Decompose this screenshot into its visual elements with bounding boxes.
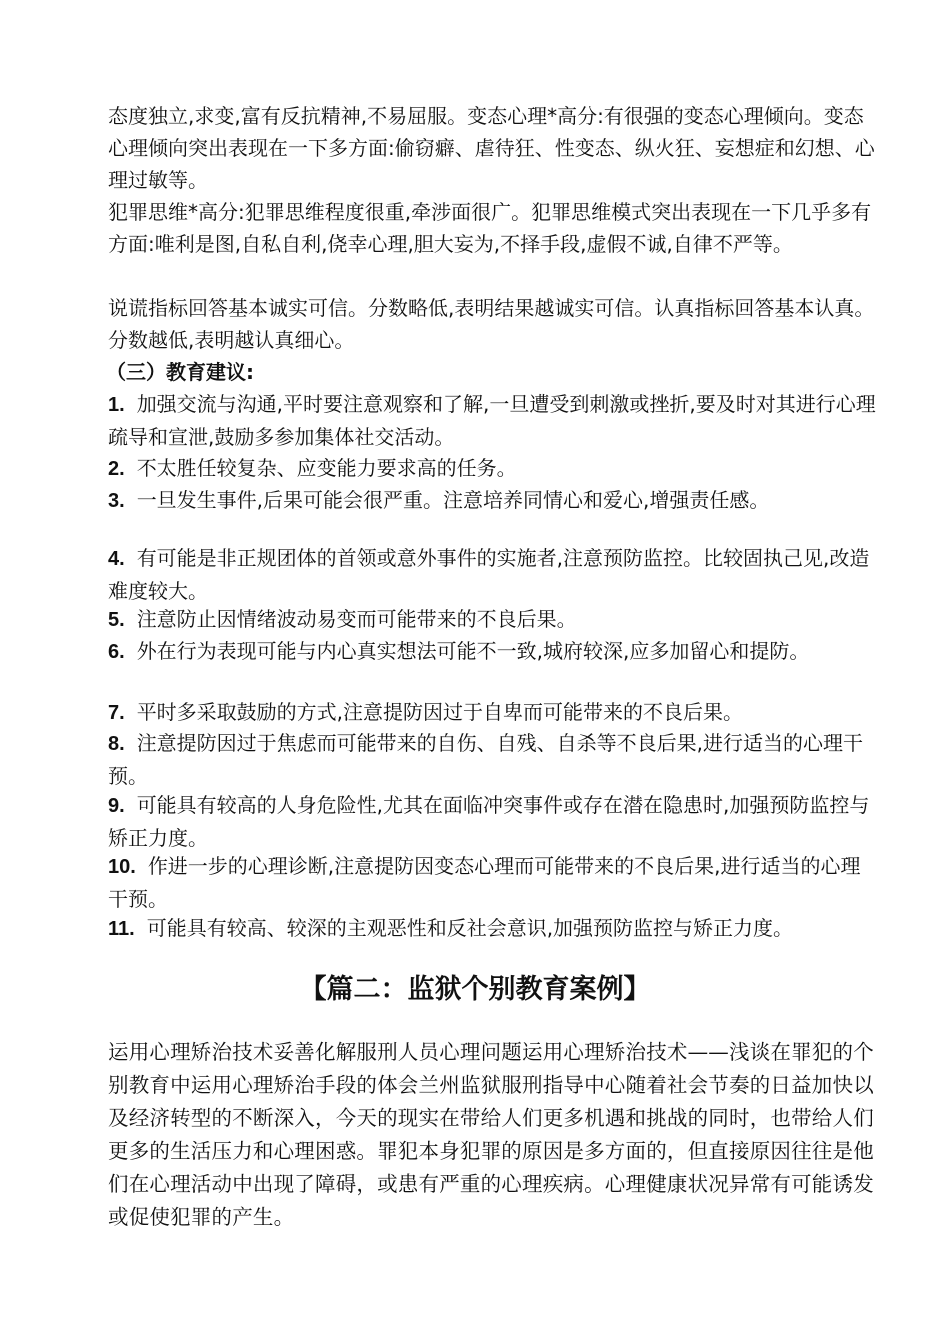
item-text: 一旦发生事件,后果可能会很严重。注意培养同情心和爱心,增强责任感。 xyxy=(136,488,770,512)
article-heading: 【篇二：监狱个别教育案例】 xyxy=(299,974,651,1005)
item-number: 11. xyxy=(108,918,135,940)
section-title: （三）教育建议: xyxy=(106,360,254,384)
item-number: 8. xyxy=(108,733,125,755)
item-number: 10. xyxy=(108,856,136,878)
item-text: 可能具有较高的人身危险性,尤其在面临冲突事件或存在潜在隐患时,加强预防监控与矫正力度。 xyxy=(108,793,870,850)
item-number: 5. xyxy=(108,609,125,631)
item-text: 注意提防因过于焦虑而可能带来的自伤、自残、自杀等不良后果,进行适当的心理干预。 xyxy=(108,731,864,788)
suggestion-item xyxy=(108,452,878,485)
item-number: 1. xyxy=(108,394,125,416)
item-text: 外在行为表现可能与内心真实想法可能不一致,城府较深,应多加留心和提防。 xyxy=(136,639,810,663)
item-number: 7. xyxy=(108,702,125,724)
suggestion-item xyxy=(108,727,878,792)
item-text: 作进一步的心理诊断,注意提防因变态心理而可能带来的不良后果,进行适当的心理干预。 xyxy=(108,854,861,911)
item-text: 可能具有较高、较深的主观恶性和反社会意识,加强预防监控与矫正力度。 xyxy=(146,916,794,940)
suggestion-item xyxy=(108,388,878,453)
item-text: 注意防止因情绪波动易变而可能带来的不良后果。 xyxy=(136,607,577,631)
item-text: 加强交流与沟通,平时要注意观察和了解,一旦遭受到刺激或挫折,要及时对其进行心理疏导和宣泄,鼓励多参加集体社交活动。 xyxy=(108,392,876,449)
item-text: 有可能是非正规团体的首领或意外事件的实施者,注意预防监控。比较固执己见,改造难度较大。 xyxy=(108,546,870,603)
article-body: 运用心理矫治技术妥善化解服刑人员心理问题运用心理矫治技术——浅谈在罪犯的个别教育中运用心理矫治手段的体会兰州监狱服刑指导中心随着社会节奏的日益加快以及经济转型的不断深入，今天的现实在带给人们更多机遇和挑战的同时，也带给人们更多的生活压力和心理困惑。罪犯本身犯罪的原因是多方面的，但直接原因往往是他们在心理活动中出现了障碍，或患有严重的心理疾病。心理健康状况异常有可能诱发或促使犯罪的产生。 xyxy=(108,1040,874,1229)
paragraph-personality: 态度独立,求变,富有反抗精神,不易屈服。变态心理*高分:有很强的变态心理倾向。变态心理倾向突出表现在一下多方面:偷窃癖、虐待狂、性变态、纵火狂、妄想症和幻想、心理过敏等。 xyxy=(108,104,875,192)
suggestion-item xyxy=(108,850,878,915)
paragraph-lie-index: 说谎指标回答基本诚实可信。分数略低,表明结果越诚实可信。认真指标回答基本认真。分数越低,表明越认真细心。 xyxy=(108,296,875,352)
suggestion-item xyxy=(108,789,878,854)
suggestion-item xyxy=(108,635,878,668)
item-text: 平时多采取鼓励的方式,注意提防因过于自卑而可能带来的不良后果。 xyxy=(136,700,744,724)
suggestion-item xyxy=(108,603,878,636)
suggestion-item xyxy=(108,912,878,945)
suggestion-item xyxy=(108,696,878,729)
item-number: 2. xyxy=(108,458,125,480)
paragraph-criminal-thinking: 犯罪思维*高分:犯罪思维程度很重,牵涉面很广。犯罪思维模式突出表现在一下几乎多有方面:唯利是图,自私自利,侥幸心理,胆大妄为,不择手段,虚假不诚,自律不严等。 xyxy=(108,200,872,256)
item-number: 9. xyxy=(108,795,125,817)
item-number: 3. xyxy=(108,490,125,512)
item-number: 6. xyxy=(108,641,125,663)
item-number: 4. xyxy=(108,548,125,570)
item-text: 不太胜任较复杂、应变能力要求高的任务。 xyxy=(136,456,517,480)
suggestion-item xyxy=(108,542,878,607)
suggestion-item xyxy=(108,484,878,517)
